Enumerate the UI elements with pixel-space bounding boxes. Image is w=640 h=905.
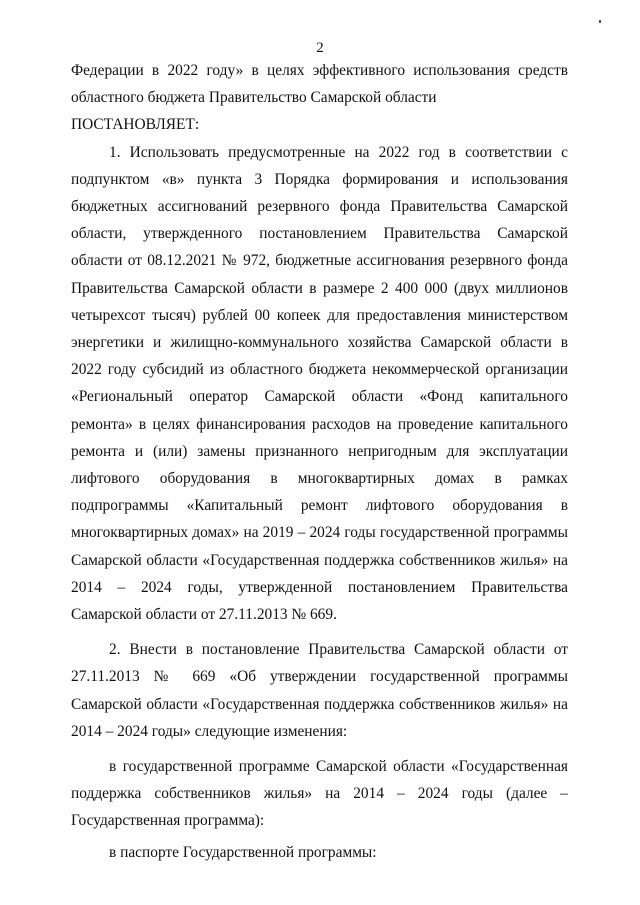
item-2-passport-paragraph: в паспорте Государственной программы: [109,843,377,861]
page-number: 2 [316,40,324,56]
intro-paragraph: Федерации в 2022 году» в целях эффективного использования средств областного бюджета Правительство Самарской области [71,62,568,107]
item-1-paragraph: 1. Использовать предусмотренные на 2022 год в соответствии с подпунктом «в» пункта 3 Порядка формирования и использования бюджетных ассигнований резервного фонда Правительства Самарской области, утвержденного постановлением Правительства Самарской области от 08.12.2021 № 972, бюджетные ассигнования резервного фонда Правительства Самарской области в размере 2 400 000 (двух миллионов четырехсот тысяч) рублей 00 копеек для предоставления министерством энергетики и жилищно-коммунального хозяйства Самарской области в 2022 году субсидий из областного бюджета некоммерческой организации «Региональный оператор Самарской области «Фонд капитального ремонта» в целях финансирования расходов на проведение капитального ремонта и (или) замены признанного непригодным для эксплуатации лифтового оборудования в многоквартирных домах в рамках подпрограммы «Капитальный ремонт лифтового оборудования в многоквартирных домах» на 2019 – 2024 годы государственной программы Самарской области «Государственная поддержка собственников жилья» на 2014 – 2024 годы, утвержденной постановлением Правительства Самарской области от 27.11.2013 № 669. [71,143,568,624]
document-body [71,57,568,866]
scan-artifact [599,20,601,23]
item-2-program-paragraph: в государственной программе Самарской области «Государственная поддержка собственников жилья» на 2014 – 2024 годы (далее – Государственная программа): [71,758,568,830]
decree-heading: ПОСТАНОВЛЯЕТ: [71,116,200,134]
item-2-paragraph: 2. Внести в постановление Правительства Самарской области от 27.11.2013 № 669 «Об утверждении государственной программы Самарской области «Государственная поддержка собственников жилья» на 2014 – 2024 годы» следующие изменения: [71,641,568,740]
